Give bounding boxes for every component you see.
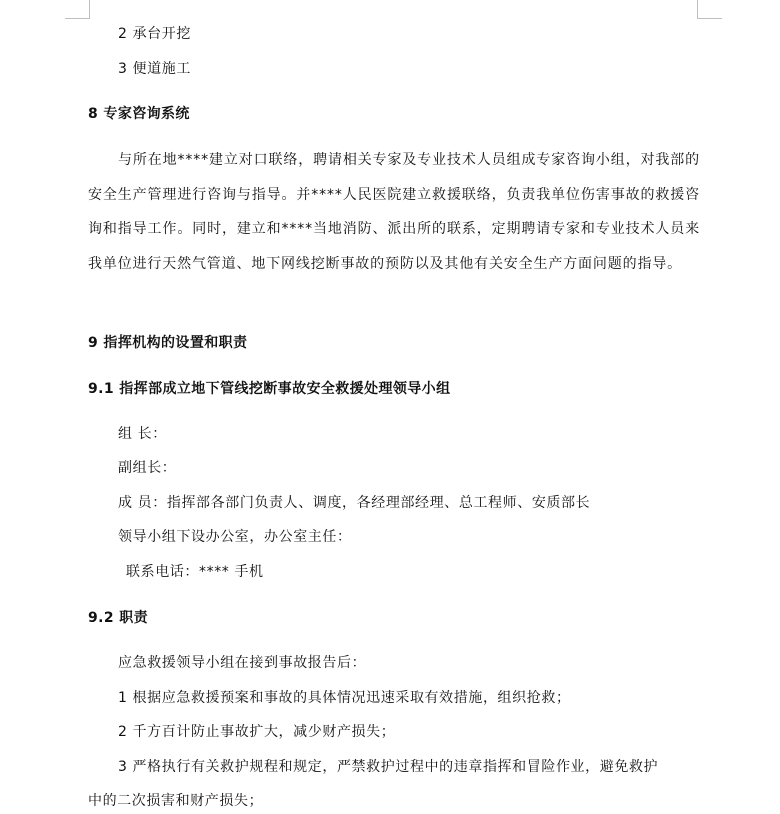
- list-item: 2 承台开挖: [118, 26, 191, 42]
- team-leader-line: 组 长：: [118, 426, 167, 442]
- deputy-leader-line: 副组长：: [118, 460, 177, 476]
- duty-item: 1 根据应急救援预案和事故的具体情况迅速采取有效措施，组织抢救；: [118, 690, 571, 706]
- contact-line: 联系电话：**** 手机: [126, 564, 264, 580]
- section-heading-9: 9 指挥机构的设置和职责: [88, 335, 248, 351]
- list-item: 3 便道施工: [118, 61, 191, 77]
- page-corner-mark-right: [697, 0, 722, 19]
- duties-intro: 应急救援领导小组在接到事故报告后：: [118, 655, 367, 671]
- duty-item-continuation: 中的二次损害和财产损失；: [88, 793, 264, 809]
- section-heading-9-2: 9.2 职责: [88, 610, 149, 626]
- section-heading-9-1: 9.1 指挥部成立地下管线挖断事故安全救援处理领导小组: [88, 381, 451, 397]
- members-line: 成 员：指挥部各部门负责人、调度，各经理部经理、总工程师、安质部长: [118, 495, 591, 511]
- duty-item: 2 千方百计防止事故扩大，减少财产损失；: [118, 724, 396, 740]
- section-heading-8: 8 专家咨询系统: [88, 106, 190, 122]
- duty-item: 3 严格执行有关救护规程和规定，严禁救护过程中的违章指挥和冒险作业，避免救护: [118, 759, 659, 775]
- office-line: 领导小组下设办公室，办公室主任：: [118, 529, 352, 545]
- section-8-paragraph: 与所在地****建立对口联络，聘请相关专家及专业技术人员组成专家咨询小组，对我部的安全生产管理进行咨询与指导。并****人民医院建立救援联络，负责我单位伤害事故的救援咨询和指导工作。同时，建立和****当地消防、派出所的联系，定期聘请专家和专业技术人员来我单位进行天然气管道、地下网线挖断事故的预防以及其他有关安全生产方面问题的指导。: [88, 152, 700, 272]
- page-corner-mark-left: [65, 0, 90, 19]
